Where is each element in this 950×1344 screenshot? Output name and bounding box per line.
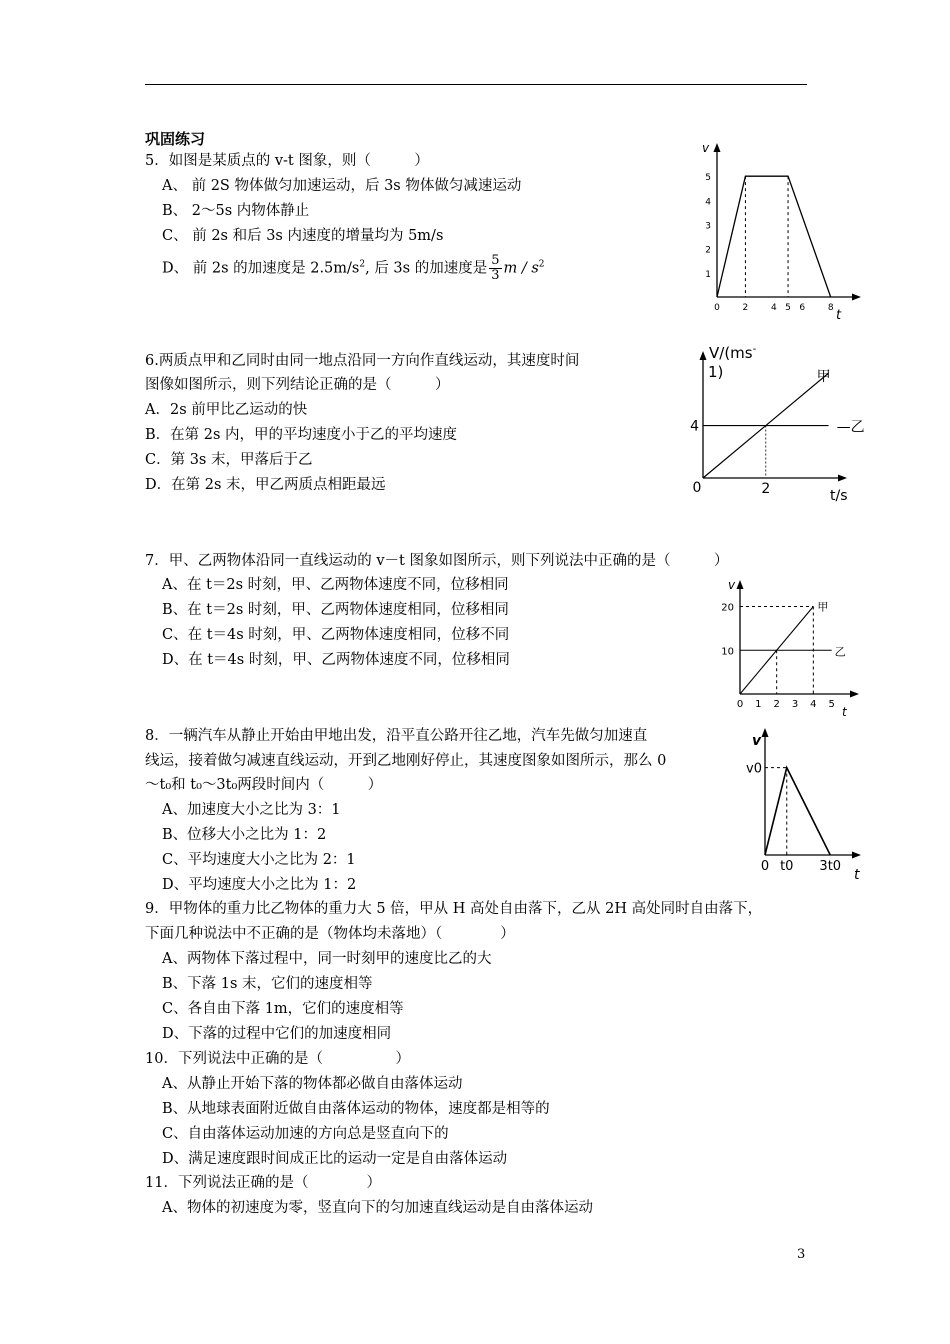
g7-x-tick: 1 — [755, 699, 762, 710]
g5-y-tick: 4 — [705, 197, 711, 208]
g7-x-arrow — [850, 691, 859, 698]
q5-vt-graph — [700, 140, 870, 325]
g5-y-tick: 5 — [705, 173, 711, 184]
q5-option-a: A、 前 2S 物体做匀加速运动，后 3s 物体做匀减速运动 — [162, 178, 522, 194]
q6-stem-2: 图像如图所示，则下列结论正确的是（ ） — [145, 377, 450, 393]
q9-option-d: D、下落的过程中它们的加速度相同 — [162, 1026, 392, 1042]
g8-x-tick: 3t0 — [819, 859, 842, 874]
g5-x-tick: 2 — [742, 303, 749, 313]
g5-x-tick: 6 — [799, 303, 806, 313]
q6-vt-graph — [680, 340, 865, 510]
q8-option-a: A、加速度大小之比为 3：1 — [162, 802, 341, 818]
q9-stem-2: 下面几种说法中不正确的是（物体均未落地）（ ） — [145, 926, 515, 942]
q6-option-d: D．在第 2s 末，甲乙两质点相距最远 — [145, 477, 386, 493]
q10-stem: 10．下列说法中正确的是（ ） — [145, 1051, 410, 1067]
g5-x-arrow — [852, 294, 861, 301]
g6-origin-label: 0 — [692, 480, 702, 496]
page-number: 3 — [797, 1247, 806, 1262]
g6-y-arrow — [700, 351, 707, 360]
g7-legend-yi: 乙 — [834, 645, 846, 659]
q9-stem-1: 9．甲物体的重力比乙物体的重力大 5 倍，甲从 H 高处自由落下，乙从 2H 高处同时自由落下， — [145, 901, 763, 917]
g7-y-label: v — [728, 578, 736, 592]
q8-vt-graph — [740, 725, 865, 885]
g8-y-tick: v0 — [746, 761, 762, 777]
q5-stem: 5．如图是某质点的 v-t 图象，则（ ） — [145, 153, 429, 169]
g5-x-label: t — [836, 308, 842, 323]
g7-x-tick: 4 — [810, 699, 817, 710]
q5-option-d: D、 前 2s 的加速度是 $2.5m/s^2$, 后 3s 的加速度是 $\frac{5}{3}$ m / $s^2$ — [162, 253, 545, 283]
g7-y-tick: 20 — [721, 602, 734, 614]
q9-option-b: B、下落 1s 末，它们的速度相等 — [162, 976, 373, 992]
g5-x-tick: 4 — [770, 303, 777, 313]
g7-y-arrow — [737, 580, 744, 589]
g5-x-tick: 5 — [785, 303, 791, 313]
g8-x-label: t — [854, 867, 860, 883]
fraction: $\frac{5}{3}$ — [491, 253, 500, 283]
q8-stem-2: 线运，接着做匀减速直线运动，开到乙地刚好停止，其速度图象如图所示，那么 0 — [145, 753, 667, 769]
g7-x-tick: 3 — [791, 699, 799, 710]
g6-y-tick: 4 — [690, 418, 699, 435]
g6-y-label: V/(ms- — [709, 344, 757, 362]
q10-option-d: D、满足速度跟时间成正比的运动一定是自由落体运动 — [162, 1151, 508, 1167]
g8-x-tick: 0 — [760, 859, 770, 874]
q6-option-a: A．2s 前甲比乙运动的快 — [145, 402, 308, 418]
q7-option-d: D、在 t＝4s 时刻，甲、乙两物体速度不同，位移相同 — [162, 652, 510, 668]
q6-stem-1: 6.两质点甲和乙同时由同一地点沿同一方向作直线运动，其速度时间 — [145, 353, 580, 369]
g7-y-tick: 10 — [721, 646, 734, 658]
q9-option-a: A、两物体下落过程中，同一时刻甲的速度比乙的大 — [162, 951, 492, 967]
q11-stem: 11．下列说法正确的是（ ） — [145, 1175, 381, 1191]
g8-x-tick: t0 — [780, 859, 794, 874]
g8-x-arrow — [852, 852, 861, 859]
g7-x-tick: 0 — [736, 699, 744, 710]
q10-option-b: B、从地球表面附近做自由落体运动的物体，速度都是相等的 — [162, 1101, 550, 1117]
q8-stem-3: ～t₀和 t₀～3t₀两段时间内（ ） — [145, 777, 383, 793]
q8-stem-1: 8．一辆汽车从静止开始由甲地出发，沿平直公路开往乙地，汽车先做匀加速直 — [145, 728, 648, 744]
g5-x-tick: 8 — [827, 303, 834, 313]
g7-x-tick: 5 — [828, 699, 835, 710]
q9-option-c: C、各自由下落 1m，它们的速度相等 — [162, 1001, 404, 1017]
q8-option-c: C、平均速度大小之比为 2：1 — [162, 852, 356, 868]
q7-vt-graph — [710, 575, 860, 720]
q6-option-c: C．第 3s 末，甲落后于乙 — [145, 452, 313, 468]
g5-y-tick: 1 — [705, 269, 711, 280]
q7-option-b: B、在 t＝2s 时刻，甲、乙两物体速度相同，位移相同 — [162, 602, 509, 618]
g5-y-label: v — [702, 141, 710, 155]
g6-legend-yi: —乙 — [836, 419, 865, 436]
g7-x-label: t — [842, 705, 847, 719]
g5-x-tick: 0 — [714, 303, 720, 313]
g7-x-tick: 2 — [773, 699, 780, 710]
g6-y-label-cont: 1) — [708, 363, 724, 381]
q10-option-a: A、从静止开始下落的物体都必做自由落体运动 — [162, 1076, 463, 1092]
header-rule — [145, 84, 807, 85]
q10-option-c: C、自由落体运动加速的方向总是竖直向下的 — [162, 1126, 449, 1142]
g5-y-tick: 2 — [705, 245, 711, 256]
q5-option-b: B、 2～5s 内物体静止 — [162, 203, 310, 219]
g8-series-line — [765, 768, 830, 855]
g5-y-arrow — [714, 143, 721, 152]
q8-option-b: B、位移大小之比为 1：2 — [162, 827, 327, 843]
q8-option-d: D、平均速度大小之比为 1：2 — [162, 877, 357, 893]
q7-option-a: A、在 t＝2s 时刻，甲、乙两物体速度不同，位移相同 — [162, 577, 509, 593]
g6-x-arrow — [838, 475, 847, 482]
q11-option-a: A、物体的初速度为零，竖直向下的匀加速直线运动是自由落体运动 — [162, 1200, 593, 1216]
g6-x-tick: 2 — [761, 481, 771, 497]
q6-option-b: B．在第 2s 内，甲的平均速度小于乙的平均速度 — [145, 427, 458, 443]
section-title: 巩固练习 — [145, 130, 206, 148]
g5-series-line — [717, 176, 831, 297]
g5-y-tick: 3 — [705, 221, 711, 232]
g8-y-arrow — [762, 728, 769, 737]
g7-legend-jia: 甲 — [817, 600, 829, 614]
g8-y-label: v — [752, 733, 762, 749]
q7-stem: 7．甲、乙两物体沿同一直线运动的 v－t 图象如图所示，则下列说法中正确的是（ ） — [145, 553, 729, 569]
g6-x-label: t/s — [830, 488, 848, 504]
g6-legend-jia: 甲 — [816, 369, 831, 386]
q5-option-c: C、 前 2s 和后 3s 内速度的增量均为 5m/s — [162, 228, 444, 244]
q7-option-c: C、在 t＝4s 时刻，甲、乙两物体速度相同，位移不同 — [162, 627, 510, 643]
